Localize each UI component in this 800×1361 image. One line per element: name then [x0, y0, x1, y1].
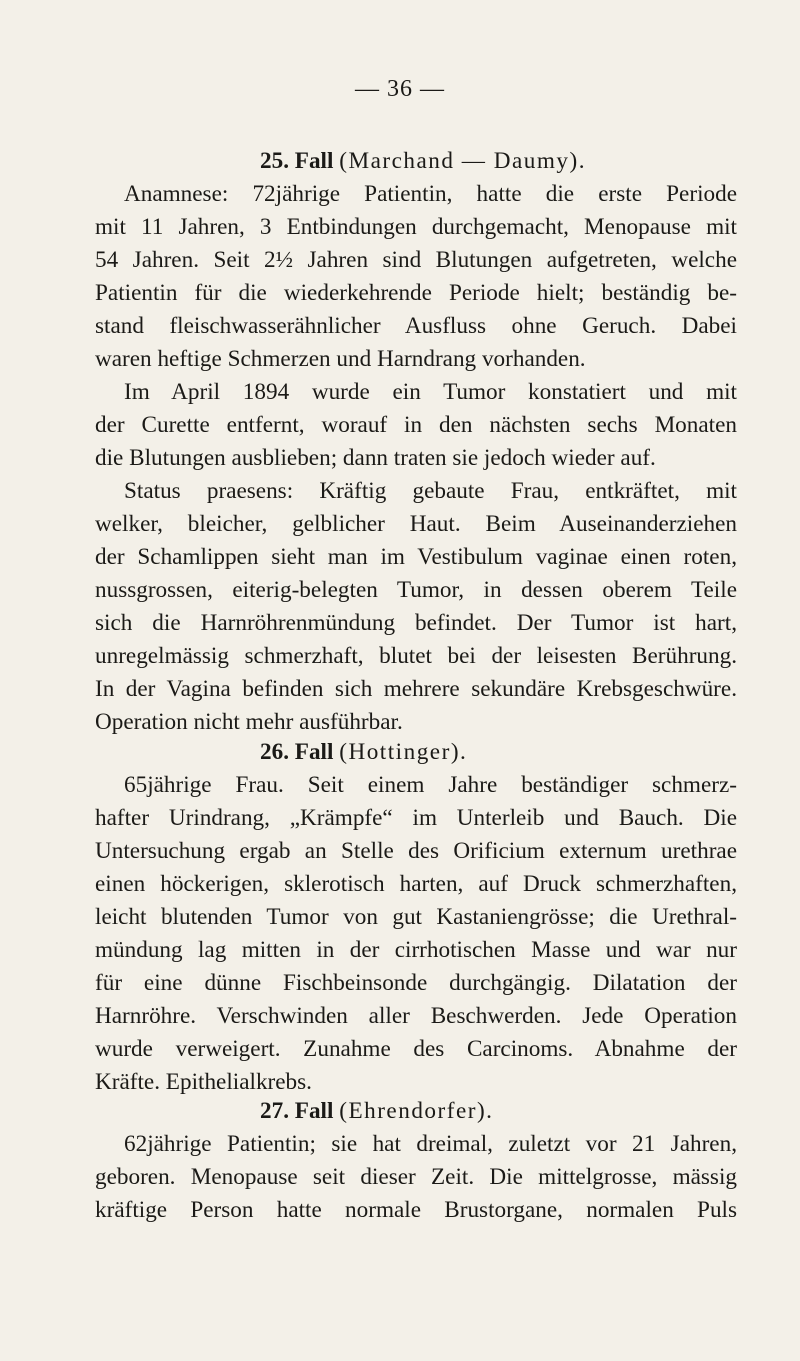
paragraph-line: Kräfte. Epithelialkrebs. — [95, 1069, 312, 1095]
paragraph-line: die Blutungen ausblieben; dann traten sie jedoch wieder auf. — [95, 445, 656, 471]
paragraph-line: Patientin für die wiederkehrende Periode hielt; beständig be- — [95, 280, 737, 306]
paragraph-line: 65jährige Frau. Seit einem Jahre beständiger schmerz- — [124, 772, 737, 798]
case-26-section — [95, 736, 737, 1099]
case-26-fall-label: Fall — [294, 739, 334, 765]
paragraph-line: der Schamlippen sieht man im Vestibulum vaginae einen roten, — [95, 544, 737, 570]
paragraph-line: waren heftige Schmerzen und Harndrang vorhanden. — [95, 346, 586, 372]
paragraph-line: 62jährige Patientin; sie hat dreimal, zuletzt vor 21 Jahren, — [124, 1131, 737, 1157]
paragraph-line: Anamnese: 72jährige Patientin, hatte die erste Periode — [124, 181, 737, 207]
case-25-heading — [95, 145, 737, 178]
case-27-number: 27. — [260, 1098, 289, 1124]
paragraph-line: Untersuchung ergab an Stelle des Orificium externum urethrae — [95, 838, 737, 864]
page-number: — 36 — — [355, 76, 445, 102]
paragraph-line: stand fleischwasserähnlicher Ausfluss ohne Geruch. Dabei — [95, 313, 737, 339]
case-26-heading — [95, 736, 737, 769]
paragraph-line: einen höckerigen, sklerotisch harten, auf Druck schmerzhaften, — [95, 871, 737, 897]
paragraph-line: welker, bleicher, gelblicher Haut. Beim Auseinanderziehen — [95, 511, 737, 537]
paragraph-line: Status praesens: Kräftig gebaute Frau, entkräftet, mit — [124, 478, 737, 504]
paragraph-line: der Curette entfernt, worauf in den nächsten sechs Monaten — [95, 412, 737, 438]
case-25-authors: (Marchand — Daumy). — [339, 148, 587, 174]
paragraph-line: mit 11 Jahren, 3 Entbindungen durchgemacht, Menopause mit — [95, 214, 737, 240]
paragraph-line: nussgrossen, eiterig-belegten Tumor, in dessen oberem Teile — [95, 577, 737, 603]
paragraph-line: sich die Harnröhrenmündung befindet. Der Tumor ist hart, — [95, 610, 737, 636]
case-27-section — [95, 1095, 737, 1227]
case-25-section — [95, 145, 737, 739]
case-26-authors: (Hottinger). — [339, 739, 468, 765]
paragraph-line: unregelmässig schmerzhaft, blutet bei der leisesten Berührung. — [95, 643, 737, 669]
case-27-authors: (Ehrendorfer). — [339, 1098, 494, 1124]
paragraph-line: Im April 1894 wurde ein Tumor konstatiert und mit — [124, 379, 737, 405]
paragraph-line: hafter Urindrang, „Krämpfe“ im Unterleib und Bauch. Die — [95, 805, 737, 831]
paragraph-line: kräftige Person hatte normale Brustorgane, normalen Puls — [95, 1197, 737, 1223]
case-26-number: 26. — [260, 739, 289, 765]
paragraph-line: 54 Jahren. Seit 2½ Jahren sind Blutungen aufgetreten, welche — [95, 247, 737, 273]
paragraph-line: mündung lag mitten in der cirrhotischen Masse und war nur — [95, 937, 737, 963]
case-27-heading — [95, 1095, 737, 1128]
paragraph-line: leicht blutenden Tumor von gut Kastaniengrösse; die Urethral- — [95, 904, 737, 930]
paragraph-line: In der Vagina befinden sich mehrere sekundäre Krebsgeschwüre. — [95, 676, 737, 702]
case-27-fall-label: Fall — [294, 1098, 334, 1124]
paragraph-line: geboren. Menopause seit dieser Zeit. Die mittelgrosse, mässig — [95, 1164, 737, 1190]
paragraph-line: Operation nicht mehr ausführbar. — [95, 709, 403, 735]
paragraph-line: wurde verweigert. Zunahme des Carcinoms. Abnahme der — [95, 1036, 737, 1062]
paragraph-line: für eine dünne Fischbeinsonde durchgängig. Dilatation der — [95, 970, 737, 996]
paragraph-line: Harnröhre. Verschwinden aller Beschwerden. Jede Operation — [95, 1003, 737, 1029]
case-25-number: 25. — [260, 148, 289, 174]
case-25-fall-label: Fall — [294, 148, 334, 174]
